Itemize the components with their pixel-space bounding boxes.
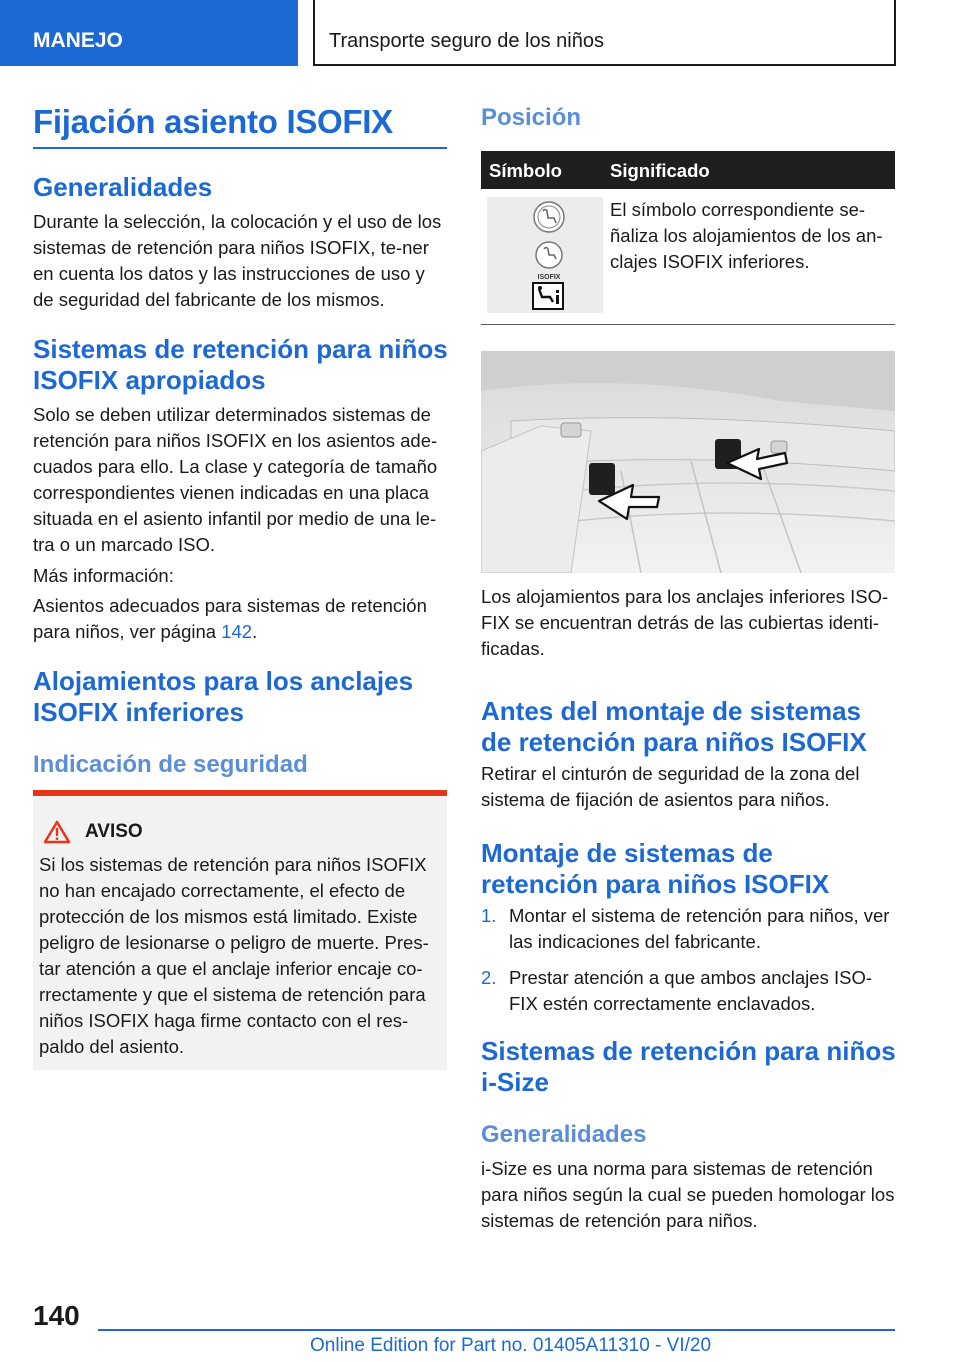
isize-heading-line1: Sistemas de retención para niños (481, 1036, 896, 1066)
section-label: MANEJO (33, 29, 123, 52)
page-number: 140 (33, 1300, 80, 1331)
warning-box (33, 790, 447, 1070)
isofix-symbols-icon (487, 197, 603, 313)
step-text: Montar el sistema de retención para niños, ver las indicaciones del fabricante. (509, 905, 890, 952)
symbol-cell (487, 197, 603, 313)
isize-heading-line2: i-Size (481, 1067, 549, 1097)
more-info-label: Más información: (33, 565, 174, 586)
anchorage-heading-line2: ISOFIX inferiores (33, 697, 244, 727)
mount-heading-line1: Montaje de sistemas de (481, 838, 773, 868)
page-link[interactable]: 142 (221, 621, 253, 642)
symbol-table (481, 151, 895, 325)
before-mount-text: Retirar el cinturón de seguridad de la zona del sistema de fijación de asientos para niños. (481, 763, 860, 810)
isize-general-heading: Generalidades (481, 1121, 647, 1148)
appropriate-text: Solo se deben utilizar determinados sistemas de retención para niños ISOFIX en los asientos ade-cuados para ello. La clase y categoría de tamaño correspondientes vienen indicadas en una placa situada en el asiento infantil por medio de una le-tra o un marcado ISO. (33, 404, 438, 555)
anchorage-heading (33, 666, 447, 728)
mount-heading-line2: retención para niños ISOFIX (481, 869, 830, 899)
meaning-text: El símbolo correspondiente se-ñaliza los alojamientos de los an-clajes ISOFIX inferiores. (610, 199, 883, 272)
appropriate-heading-line2: ISOFIX apropiados (33, 365, 266, 395)
step-text: Prestar atención a que ambos anclajes ISO-FIX estén correctamente enclavados. (509, 967, 872, 1014)
warning-label: AVISO (85, 821, 143, 842)
warning-title (43, 820, 143, 844)
mount-steps-list (481, 903, 895, 1017)
reference-prefix: Asientos adecuados para sistemas de retención para niños, ver página (33, 595, 427, 642)
title-divider (33, 147, 447, 149)
list-item (481, 965, 895, 1017)
appropriate-heading-line1: Sistemas de retención para niños (33, 334, 448, 364)
position-heading: Posición (481, 104, 582, 131)
section-tab[interactable] (0, 0, 298, 66)
header-meaning: Significado (610, 160, 710, 181)
list-item (481, 903, 895, 955)
chapter-title-box (313, 0, 896, 66)
general-text: Durante la selección, la colocación y el uso de los sistemas de retención para niños ISOFIX, te-ner en cuenta los datos y las instrucciones de uso y de seguridad del fabricante de los mismos. (33, 211, 442, 310)
edition-text: Online Edition for Part no. 01405A11310 - VI/20 (310, 1335, 712, 1356)
anchorage-heading-line1: Alojamientos para los anclajes (33, 666, 414, 696)
general-heading: Generalidades (33, 172, 213, 202)
header-symbol: Símbolo (489, 160, 562, 181)
before-mount-heading (481, 696, 895, 758)
chapter-title: Transporte seguro de los niños (329, 30, 604, 52)
safety-heading: Indicación de seguridad (33, 751, 308, 778)
table-row (481, 189, 895, 325)
isize-text: i-Size es una norma para sistemas de retención para niños según la cual se pueden homologar los sistemas de retención para niños. (481, 1158, 895, 1231)
page-title: Fijación asiento ISOFIX (33, 103, 393, 140)
reference-end: . (252, 621, 258, 642)
image-caption: Los alojamientos para los anclajes inferiores ISO-FIX se encuentran detrás de las cubiertas identi-ficadas. (481, 586, 889, 659)
appropriate-heading (33, 334, 453, 396)
step-number: 2. (481, 967, 497, 988)
isize-heading (481, 1036, 901, 1098)
step-number: 1. (481, 905, 497, 926)
seat-anchorage-image (481, 351, 895, 573)
isofix-symbol-label: ISOFIX (537, 274, 561, 281)
warning-triangle-icon (43, 820, 71, 844)
mount-heading (481, 838, 895, 900)
reference-text (33, 593, 447, 645)
warning-text: Si los sistemas de retención para niños ISOFIX no han encajado correctamente, el efecto de protección de los mismos está limitado. Existe peligro de lesionarse o peligro de muerte. Pres-tar atención a que el anclaje inferior encaje co-rrectamente y que el sistema de retención para niños ISOFIX haga firme contacto con el res-paldo del asiento. (39, 854, 429, 1057)
footer-divider (98, 1329, 895, 1331)
rear-seat-illustration (481, 351, 895, 573)
before-mount-heading-line2: de retención para niños ISOFIX (481, 727, 867, 757)
before-mount-heading-line1: Antes del montaje de sistemas (481, 696, 862, 726)
table-header (481, 151, 895, 189)
page-header (0, 0, 960, 66)
